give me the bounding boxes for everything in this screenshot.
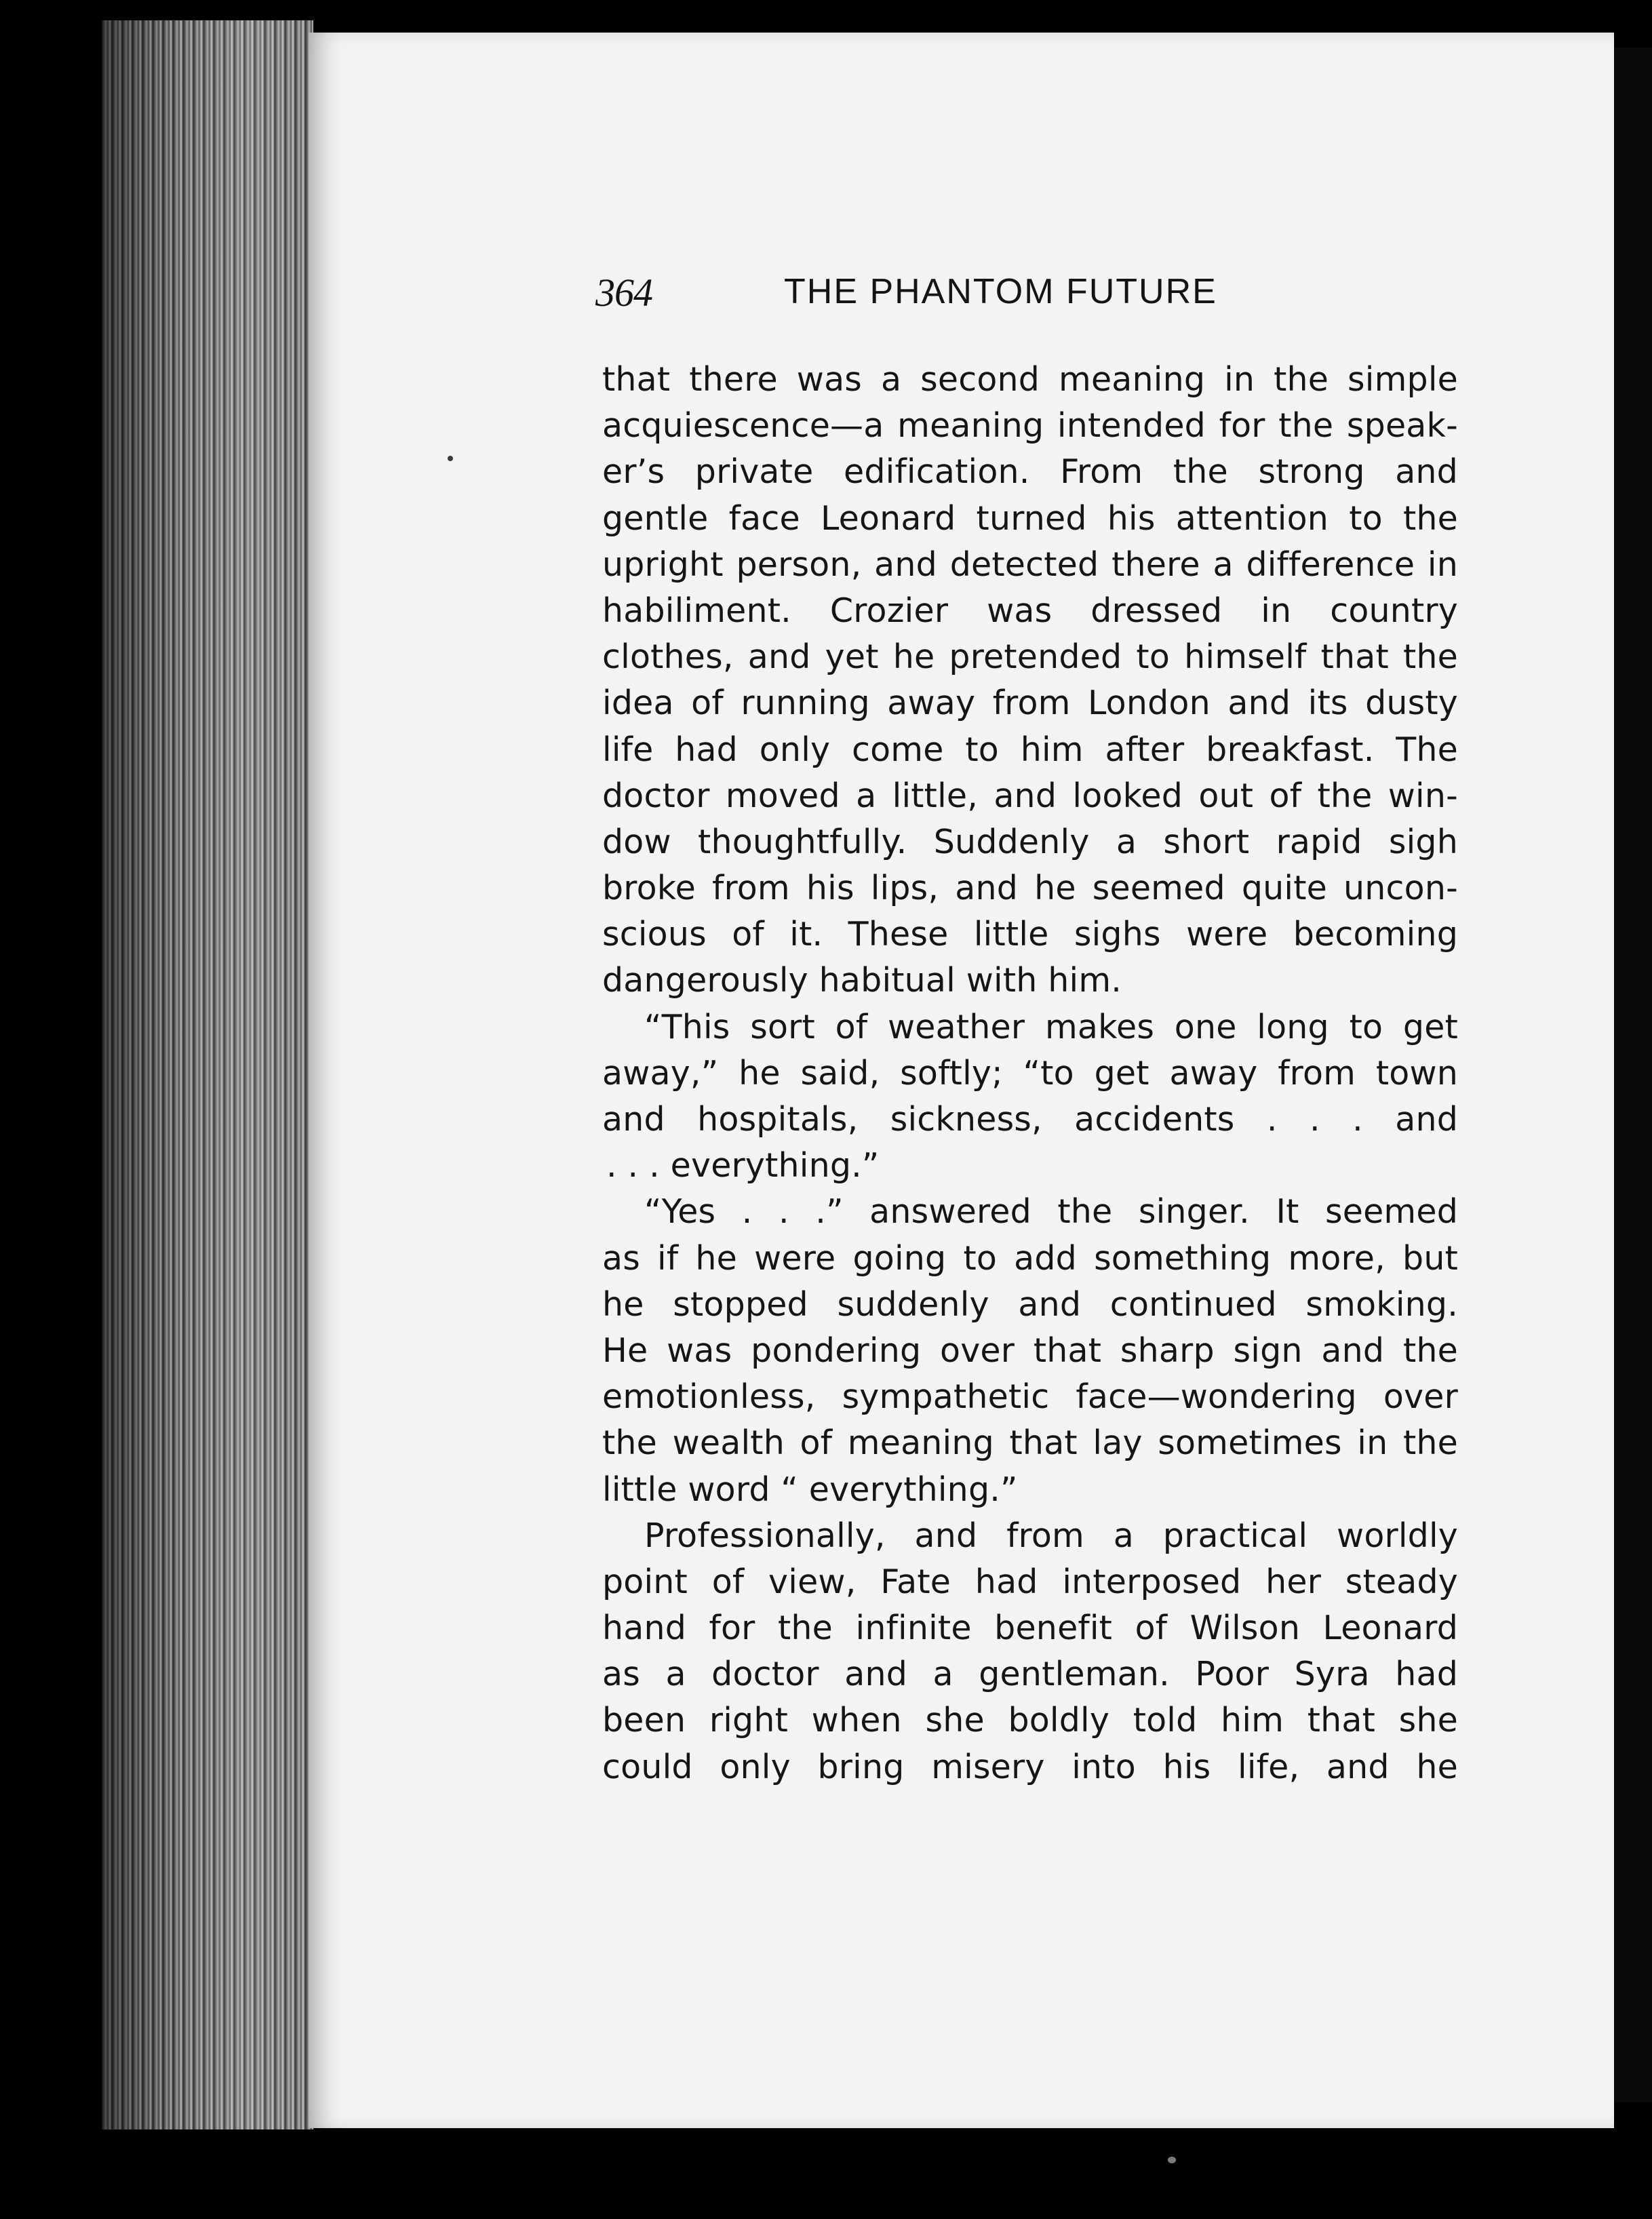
text-line: broke from his lips, and he seemed quite uncon- (602, 869, 1458, 908)
text-line: life had only come to him after breakfast. The (602, 730, 1458, 769)
text-line: He was pondering over that sharp sign and the (602, 1331, 1458, 1370)
text-line: scious of it. These little sighs were becoming (602, 915, 1458, 954)
text-line: point of view, Fate had interposed her steady (602, 1562, 1458, 1601)
book-page-edges (102, 20, 313, 2129)
text-line: upright person, and detected there a difference in (602, 545, 1458, 584)
text-line: er’s private edification. From the strong and (602, 452, 1458, 492)
text-line: little word “ everything.” (602, 1470, 1018, 1509)
text-line: as a doctor and a gentleman. Poor Syra had (602, 1655, 1458, 1694)
text-line: that there was a second meaning in the simple (602, 360, 1458, 399)
text-line: away,” he said, softly; “to get away from town (602, 1053, 1458, 1093)
page-number: 364 (595, 271, 652, 315)
text-line: “This sort of weather makes one long to get (644, 1007, 1458, 1046)
text-line: been right when she boldly told him that she (602, 1701, 1458, 1740)
text-line: the wealth of meaning that lay sometimes in the (602, 1423, 1458, 1463)
text-line: Professionally, and from a practical worldly (644, 1516, 1458, 1555)
text-line: hand for the infinite benefit of Wilson Leonard (602, 1609, 1458, 1648)
text-line: dow thoughtfully. Suddenly a short rapid sigh (602, 822, 1458, 861)
text-line: and hospitals, sickness, accidents . . . and (602, 1100, 1458, 1139)
body-text (602, 357, 1458, 1790)
facing-page-edge (1613, 47, 1652, 2102)
dust-speck (1168, 2157, 1176, 2163)
text-line: could only bring misery into his life, and he (602, 1747, 1458, 1786)
text-line: emotionless, sympathetic face—wondering over (602, 1377, 1458, 1417)
text-line: acquiescence—a meaning intended for the speak- (602, 406, 1458, 446)
text-line: he stopped suddenly and continued smoking. (602, 1284, 1458, 1324)
text-line: as if he were going to add something more, but (602, 1238, 1458, 1278)
text-line: . . . everything.” (606, 1146, 880, 1185)
text-line: “Yes . . .” answered the singer. It seemed (644, 1192, 1458, 1232)
text-line: habiliment. Crozier was dressed in country (602, 591, 1458, 630)
text-line: clothes, and yet he pretended to himself that the (602, 637, 1458, 677)
dust-speck (448, 456, 453, 461)
running-head-title: THE PHANTOM FUTURE (784, 272, 1217, 311)
text-line: gentle face Leonard turned his attention to the (602, 498, 1458, 538)
text-line: dangerously habitual with him. (602, 961, 1122, 1000)
text-line: idea of running away from London and its dusty (602, 684, 1458, 723)
text-line: doctor moved a little, and looked out of the win- (602, 776, 1458, 815)
running-head (595, 270, 1274, 338)
